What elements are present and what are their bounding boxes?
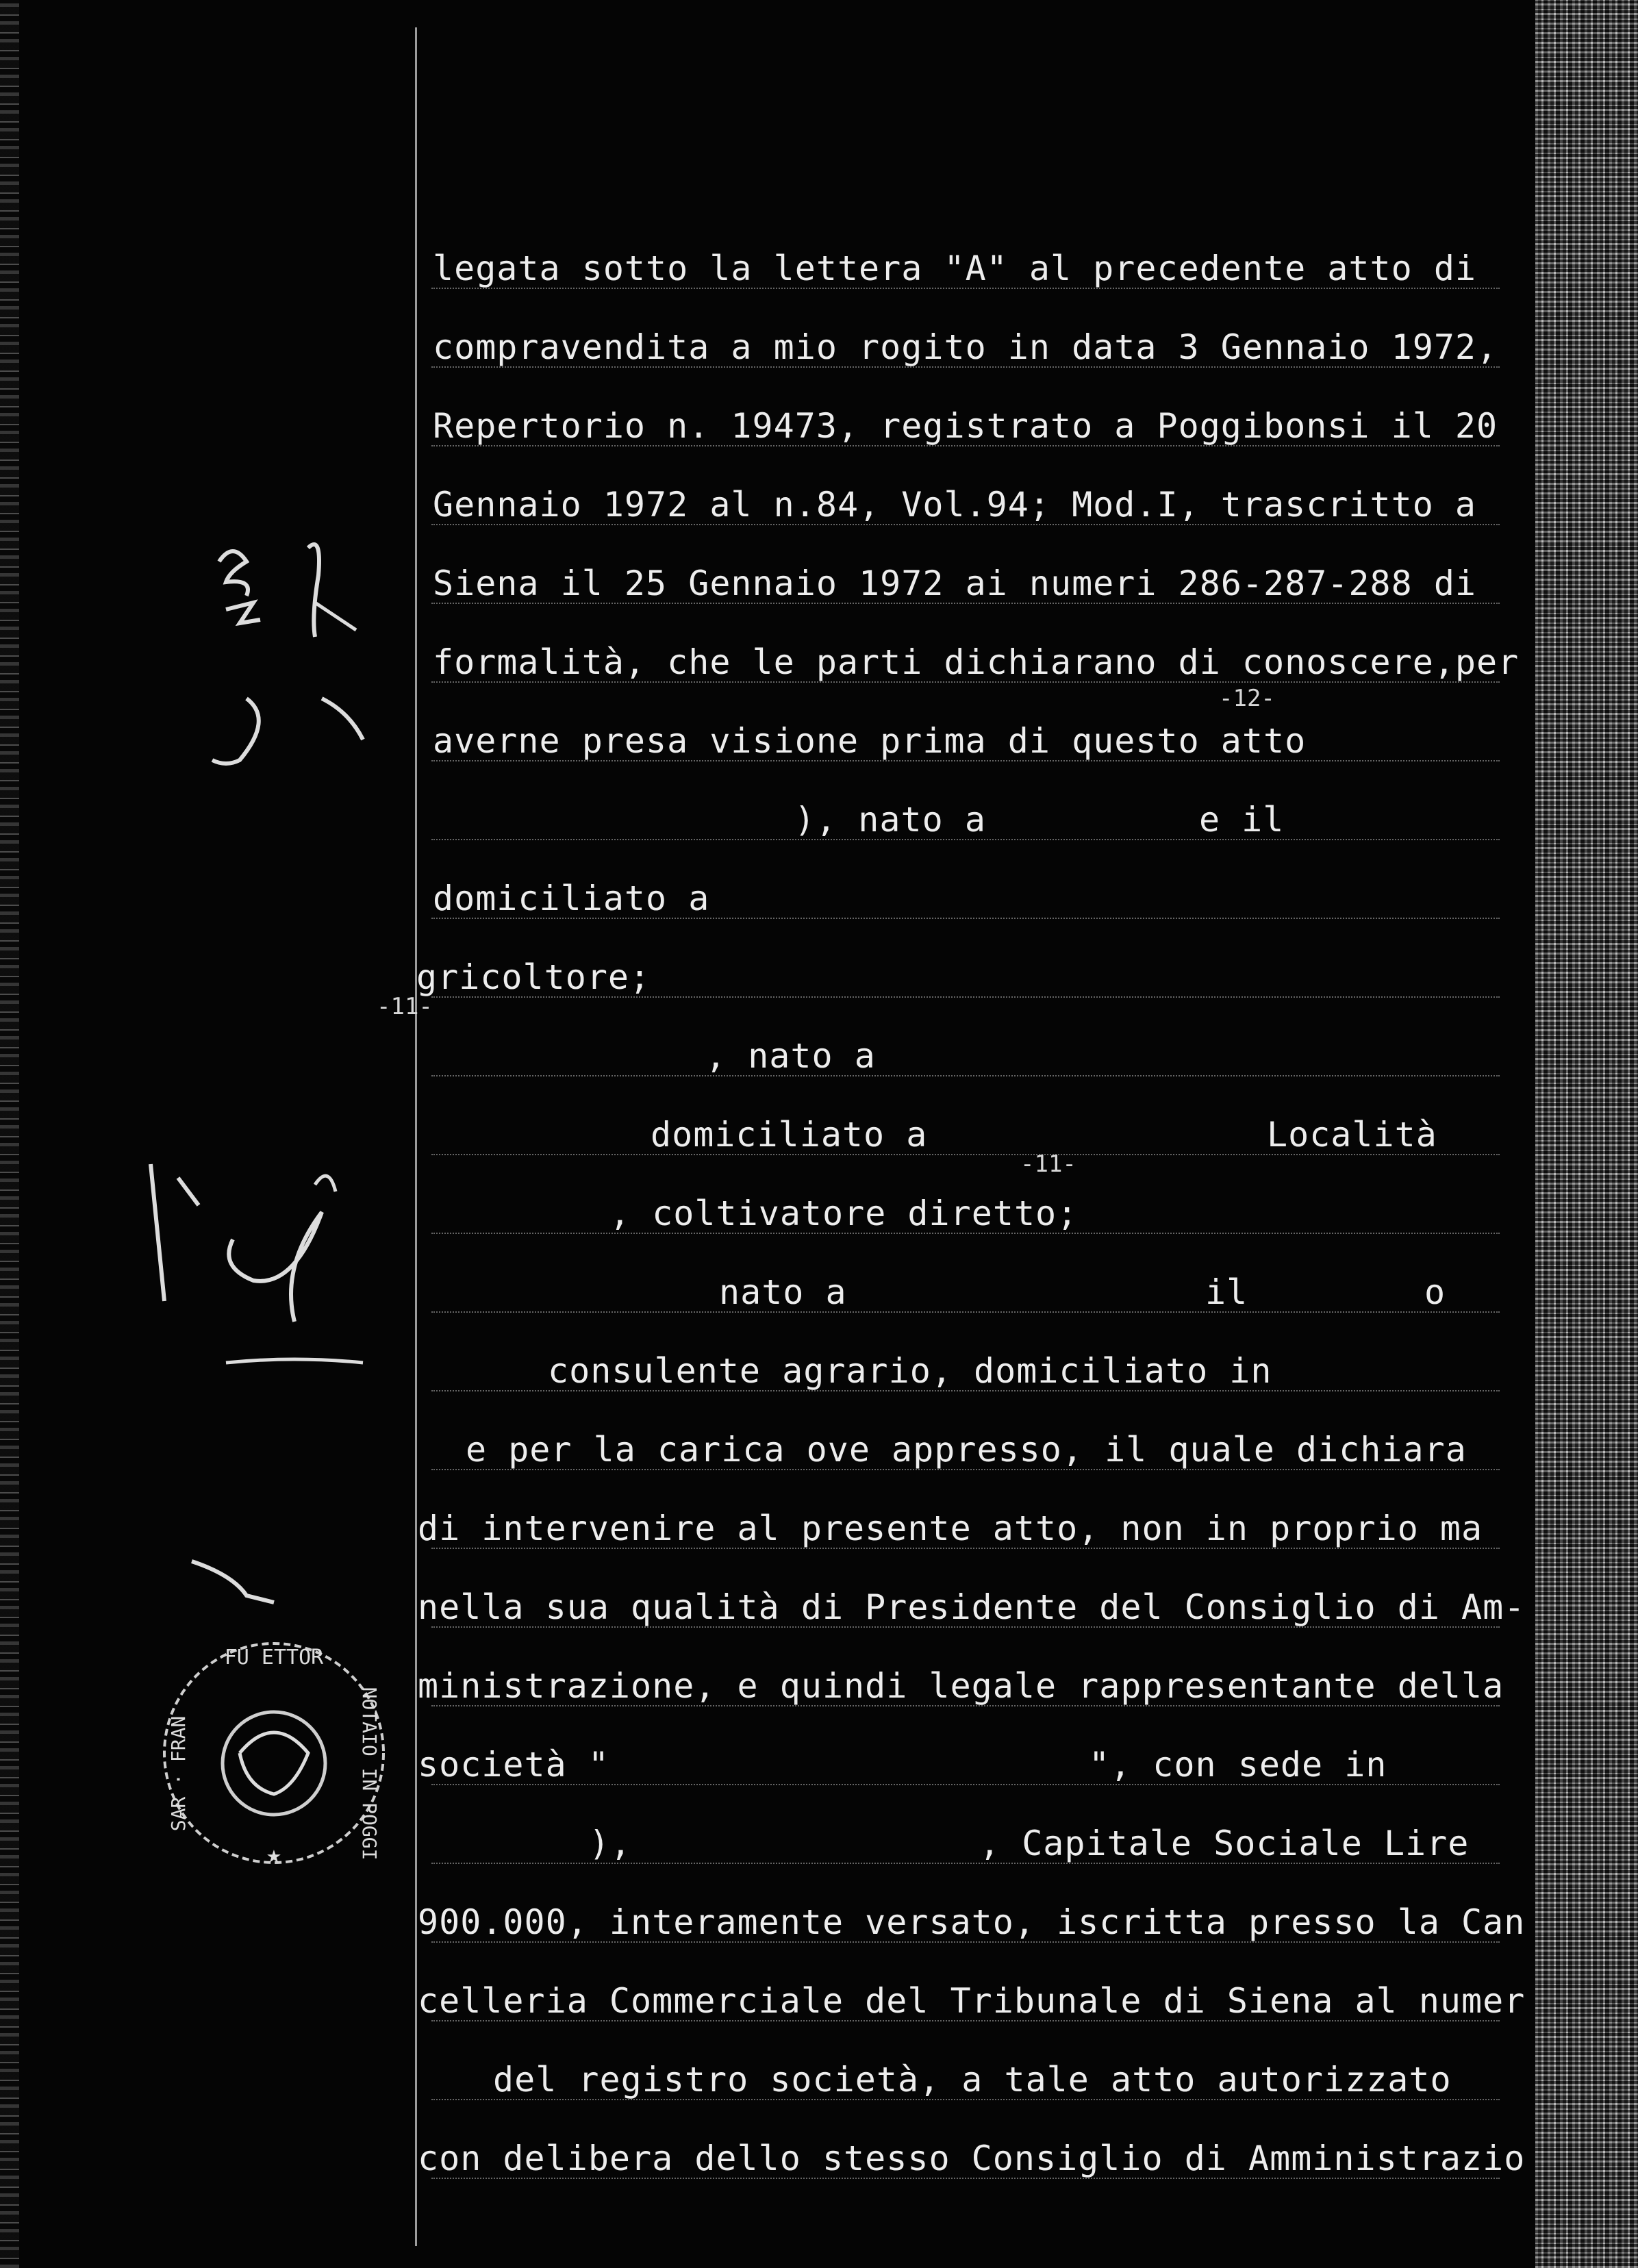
- margin-initials-top: [205, 520, 383, 794]
- text-line: consulente agrario, domiciliato in: [548, 1351, 1272, 1391]
- text-line: , Capitale Sociale Lire: [979, 1824, 1470, 1863]
- scan-left-edge: [0, 0, 19, 2268]
- svg-text:★: ★: [266, 1841, 281, 1869]
- svg-text:FU ETTOR: FU ETTOR: [224, 1646, 324, 1670]
- text-line: Repertorio n. 19473, registrato a Poggibonsi il 20: [433, 406, 1498, 446]
- text-line: del registro società, a tale atto autorizzato: [493, 2060, 1452, 2100]
- ruled-line: [431, 1250, 1500, 1313]
- text-line: società ": [418, 1745, 609, 1785]
- text-line: il: [1205, 1272, 1248, 1312]
- text-line: ", con sede in: [1089, 1745, 1387, 1785]
- ruled-line: [431, 1013, 1500, 1076]
- text-line: Località: [1267, 1115, 1437, 1155]
- text-line: o: [1424, 1272, 1446, 1312]
- margin-rule: [415, 27, 417, 2246]
- text-line: compravendita a mio rogito in data 3 Gennaio 1972,: [433, 327, 1498, 367]
- text-line: domiciliato a: [651, 1115, 928, 1155]
- text-line: formalità, che le parti dichiarano di conoscere,per: [433, 642, 1520, 682]
- text-line: Gennaio 1972 al n.84, Vol.94; Mod.I, trascritto a: [433, 485, 1477, 525]
- text-line: e per la carica ove appresso, il quale dichiara: [466, 1430, 1467, 1470]
- text-line: legata sotto la lettera "A" al precedente atto di: [433, 249, 1477, 288]
- text-line: ), nato a e il: [794, 800, 1285, 840]
- text-line: ministrazione, e quindi legale rappresentante della: [418, 1666, 1504, 1706]
- text-line: , coltivatore diretto;: [609, 1194, 1079, 1233]
- text-line: con delibera dello stesso Consiglio di Amministrazio: [418, 2139, 1526, 2178]
- svg-text:SAR · FRAN: SAR · FRAN: [167, 1715, 190, 1832]
- text-line: 900.000, interamente versato, iscritta presso la Can: [418, 1902, 1526, 1942]
- text-line: gricoltore;: [416, 957, 651, 997]
- margin-mark: -12-: [1219, 685, 1275, 712]
- text-line: nato a: [719, 1272, 847, 1312]
- notary-seal: [158, 1637, 390, 1869]
- svg-text:NOTAIO IN POGGI: NOTAIO IN POGGI: [358, 1687, 381, 1861]
- text-line: di intervenire al presente atto, non in proprio ma: [418, 1509, 1483, 1548]
- margin-mark: -11-: [377, 993, 433, 1020]
- text-line: Siena il 25 Gennaio 1972 ai numeri 286-287-288 di: [433, 564, 1477, 603]
- margin-signature-middle: [137, 1137, 383, 1397]
- text-line: nella sua qualità di Presidente del Consiglio di Am-: [418, 1587, 1526, 1627]
- text-line: , nato a: [705, 1036, 876, 1076]
- scan-right-edge: [1535, 0, 1638, 2268]
- text-line: domiciliato a: [433, 879, 710, 918]
- margin-mark-lower: [185, 1554, 281, 1609]
- text-line: averne presa visione prima di questo atto: [433, 721, 1307, 761]
- text-line: celleria Commerciale del Tribunale di Siena al numer: [418, 1981, 1526, 2021]
- text-line: ),: [589, 1824, 632, 1863]
- margin-mark: -11-: [1020, 1150, 1076, 1178]
